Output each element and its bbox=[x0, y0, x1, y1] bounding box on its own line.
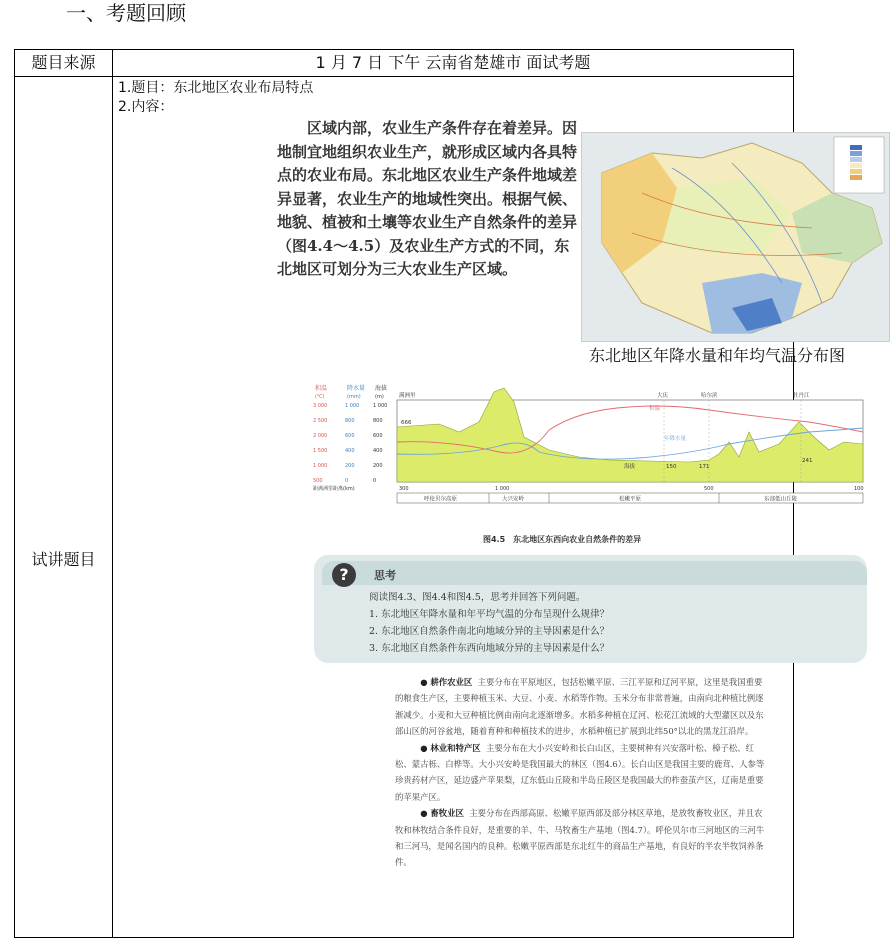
temp-tick: 500 bbox=[313, 478, 323, 484]
region-label: 呼伦贝尔高原 bbox=[424, 496, 458, 503]
elev-tick: 1 000 bbox=[373, 403, 388, 409]
distance-tick: 300 bbox=[399, 486, 409, 492]
think-question: 1. 东北地区年降水量和年平均气温的分布呈现什么规律？ bbox=[369, 609, 610, 620]
zone-paragraph bbox=[395, 740, 767, 806]
elev-tick: 800 bbox=[373, 418, 383, 424]
axis-unit-precip: (mm) bbox=[347, 394, 361, 400]
place-label: 大庆 bbox=[657, 393, 669, 399]
elev-tick: 0 bbox=[373, 478, 377, 484]
elev-label: 666 bbox=[401, 420, 412, 426]
place-label: 牡丹江 bbox=[793, 393, 810, 399]
precip-tick: 1 000 bbox=[345, 403, 360, 409]
precip-tick: 400 bbox=[345, 448, 355, 454]
tick-columns bbox=[313, 403, 387, 484]
elev-tick: 200 bbox=[373, 463, 383, 469]
think-box bbox=[314, 555, 867, 663]
precip-tick: 200 bbox=[345, 463, 355, 469]
series-label: 年降水量 bbox=[664, 436, 687, 442]
axis-unit-temp: (℃) bbox=[315, 394, 325, 400]
exam-table bbox=[14, 49, 864, 938]
precipitation-temperature-map bbox=[581, 132, 890, 342]
source-header-cell: 题目来源 bbox=[15, 50, 113, 77]
zone-text: 主要分布在平原地区，包括松嫩平原、三江平原和辽河平原，这里是我国重要的粮食生产区，主要种植玉米、大豆、小麦、水稻等作物。玉米分布非常普遍，由南向北种植比例逐渐减少。小麦和大豆种植比例由南向北逐渐增多。水稻多种植在辽河、松花江流域的大型灌区以及东部山区的河谷盆地，随着育种和种植技术的进步，水稻种植已扩展到北纬50°以北的黑龙江沿岸。 bbox=[395, 677, 764, 737]
map-caption: 东北地区年降水量和年均气温分布图 bbox=[589, 346, 846, 365]
textbook-paragraph: 区域内部，农业生产条件存在着差异。因地制宜地组织农业生产，就形成区域内各具特点的农业布局。东北地区农业生产条件地域差异显著，农业生产的地域性突出。根据气候、地貌、植被和土壤等农业生产自然条件的差异（图4.4～4.5）及农业生产方式的不同，东北地区可划分为三大农业生产区域。 bbox=[277, 119, 578, 278]
think-title: 思考 bbox=[374, 569, 396, 582]
axis-unit-elev: (m) bbox=[375, 394, 384, 400]
distance-tick: 500 bbox=[704, 486, 714, 492]
axis-header-precip: 降水量 bbox=[347, 385, 366, 392]
axis-header-temp: 积温 bbox=[315, 385, 328, 392]
zone-heading: ● 耕作农业区 bbox=[420, 677, 473, 687]
zone-text: 主要分布在大小兴安岭和长白山区，主要树种有兴安落叶松、樟子松、红松、蒙古栎、白桦等。大小兴安岭是我国最大的林区（图4.6）。长白山区是我国主要的鹿茸、人参等珍贵药材产区，延边盛产苹果梨，辽东低山丘陵和半岛丘陵区是我国最大的柞蚕茧产区，辽南是重要的苹果产区。 bbox=[395, 742, 765, 802]
distance-tick: 1 000 bbox=[495, 486, 510, 492]
elev-label: 150 bbox=[666, 464, 677, 470]
precip-tick: 600 bbox=[345, 433, 355, 439]
temp-tick: 1 500 bbox=[313, 448, 328, 454]
zone-heading: ● 畜牧业区 bbox=[420, 808, 464, 819]
agricultural-zones-text bbox=[395, 674, 767, 871]
row-label: 试讲题目 bbox=[31, 550, 96, 569]
region-label: 松嫩平原 bbox=[619, 496, 642, 503]
series-label: 积温 bbox=[649, 406, 661, 412]
think-intro: 阅读图4.3、图4.4和图4.5，思考并回答下列问题。 bbox=[369, 592, 586, 603]
think-questions bbox=[369, 589, 609, 657]
question-mark-icon: ? bbox=[332, 563, 356, 587]
precip-tick: 0 bbox=[345, 478, 349, 484]
think-header bbox=[322, 561, 867, 585]
axis-header-elev: 海拔 bbox=[375, 385, 388, 392]
table-header-row bbox=[15, 50, 794, 77]
temp-tick: 2 000 bbox=[313, 433, 328, 439]
east-west-profile-chart bbox=[309, 382, 869, 527]
content-cell bbox=[113, 77, 864, 938]
zone-heading: ● 林业和特产区 bbox=[420, 742, 481, 753]
elev-label: 241 bbox=[802, 458, 813, 464]
region-label: 东部低山丘陵 bbox=[764, 496, 798, 503]
profile-chart-caption: 图4.5 东北地区东西向农业自然条件的差异 bbox=[483, 535, 642, 544]
elev-tick: 600 bbox=[373, 433, 383, 439]
content-line: 2.内容： bbox=[118, 99, 174, 115]
temp-tick: 2 500 bbox=[313, 418, 328, 424]
think-question: 2. 东北地区自然条件南北向地域分异的主导因素是什么？ bbox=[369, 626, 610, 637]
elev-label: 171 bbox=[699, 464, 710, 470]
row-label-cell bbox=[15, 77, 113, 938]
zone-paragraph bbox=[395, 674, 767, 740]
section-heading: 一、考题回顾 bbox=[66, 1, 186, 25]
zone-paragraph bbox=[395, 805, 767, 871]
temp-tick: 1 000 bbox=[313, 463, 328, 469]
think-question: 3. 东北地区自然条件东西向地域分异的主导因素是什么？ bbox=[369, 643, 610, 654]
source-value-cell: 1 月 7 日 下午 云南省楚雄市 面试考题 bbox=[113, 50, 794, 77]
elev-tick: 400 bbox=[373, 448, 383, 454]
place-label: 满洲里 bbox=[399, 393, 416, 399]
temp-tick: 3 000 bbox=[313, 403, 328, 409]
table-body-row bbox=[15, 77, 794, 938]
series-label: 海拔 bbox=[624, 464, 636, 470]
map-graphic bbox=[582, 133, 889, 341]
distance-tick: 100 bbox=[854, 486, 864, 492]
topic-line: 1.题目：东北地区农业布局特点 bbox=[118, 80, 314, 96]
place-label: 哈尔滨 bbox=[701, 393, 718, 399]
region-label: 大兴安岭 bbox=[502, 496, 525, 503]
profile-chart-graphic bbox=[309, 382, 869, 527]
zone-text: 主要分布在西部高原、松嫩平原西部及部分林区草地，是放牧畜牧业区，并且农牧和林牧结合条件良好，是重要的羊、牛、马牧畜生产基地（图4.7）。呼伦贝尔市三河地区的三河牛和三河马，是闻名国内的良种。松嫩平原西部是东北红牛的商品生产基地，有良好的半农半牧饲养条件。 bbox=[395, 808, 765, 868]
distance-axis-label: 距满洲里距离(km) bbox=[313, 486, 355, 492]
precip-tick: 800 bbox=[345, 418, 355, 424]
